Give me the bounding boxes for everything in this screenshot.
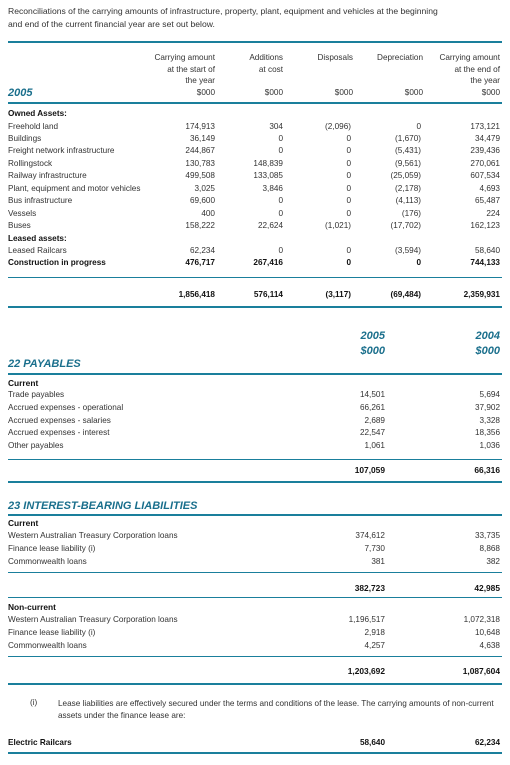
ibl-current-row-value-a: 7,730 bbox=[364, 543, 385, 553]
ibl-title: 23 INTEREST-BEARING LIABILITIES bbox=[8, 500, 198, 512]
note-item-label: Electric Railcars bbox=[8, 738, 72, 747]
recon-row-value: 0 bbox=[278, 133, 283, 143]
recon-row-value: 130,783 bbox=[185, 158, 215, 168]
recon-row-value: 0 bbox=[278, 208, 283, 218]
payables-total-rule bbox=[8, 459, 502, 460]
recon-row-value: 400 bbox=[201, 208, 215, 218]
recon-row-value: 0 bbox=[416, 121, 421, 131]
col-additions-header: Additions at cost $000 bbox=[249, 53, 283, 97]
ibl-current-row bbox=[0, 543, 510, 556]
ibl-noncurrent-row bbox=[0, 627, 510, 640]
leased-row-value: 0 bbox=[346, 246, 351, 255]
ibl-noncurrent-row bbox=[0, 614, 510, 627]
ibl-current-heading: Current bbox=[8, 518, 39, 528]
note-item-b: 62,234 bbox=[474, 738, 500, 747]
recon-row-value: 0 bbox=[346, 208, 351, 218]
recon-year: 2005 bbox=[8, 87, 33, 99]
note-marker: (i) bbox=[30, 698, 38, 707]
recon-row-label: Buildings bbox=[8, 133, 42, 143]
ibl-current-row-label: Finance lease liability (i) bbox=[8, 543, 96, 553]
recon-row-label: Buses bbox=[8, 221, 31, 231]
leased-assets-heading bbox=[0, 233, 510, 246]
recon-row-label: Railway infrastructure bbox=[8, 171, 87, 181]
leased-row-value: (3,594) bbox=[395, 246, 421, 255]
recon-row-value: 0 bbox=[346, 133, 351, 143]
payables-row-label: Accrued expenses - operational bbox=[8, 402, 124, 412]
ibl-noncurrent-row-value-a: 1,196,517 bbox=[348, 615, 385, 624]
leased-row bbox=[0, 245, 510, 258]
construction-in-progress-row-value: 0 bbox=[416, 258, 421, 268]
recon-row-value: 65,487 bbox=[474, 196, 500, 206]
payables-row-value-b: 3,328 bbox=[479, 415, 500, 425]
payables-unit-a: $000 bbox=[360, 345, 385, 357]
payables-year-a: 2005 bbox=[360, 330, 385, 342]
payables-title: 22 PAYABLES bbox=[8, 358, 81, 370]
note-item-a: 58,640 bbox=[359, 738, 385, 747]
total-end: 2,359,931 bbox=[463, 290, 500, 299]
ibl-noncurrent-row-value-b: 10,648 bbox=[474, 627, 500, 637]
construction-in-progress-row-value: 744,133 bbox=[470, 258, 500, 268]
payables-bottom-rule bbox=[8, 481, 502, 483]
payables-row-value-b: 37,902 bbox=[474, 402, 500, 412]
recon-row-value: 0 bbox=[346, 196, 351, 206]
ibl-noncurrent-total-a: 1,203,692 bbox=[347, 666, 385, 676]
recon-row-value: (2,096) bbox=[325, 121, 351, 131]
top-rule bbox=[8, 41, 502, 43]
ibl-noncurrent-row-value-a: 4,257 bbox=[364, 640, 385, 650]
recon-row-value: 499,508 bbox=[185, 171, 215, 181]
ibl-current-row-value-a: 381 bbox=[371, 556, 385, 566]
recon-row-value: 158,222 bbox=[185, 221, 215, 231]
recon-row-value: 224 bbox=[486, 208, 500, 218]
ibl-bottom-rule bbox=[8, 683, 502, 685]
recon-row-value: (25,059) bbox=[390, 171, 421, 181]
recon-row-value: 239,436 bbox=[470, 146, 500, 156]
payables-row-label: Other payables bbox=[8, 441, 64, 451]
col-depreciation-header: Depreciation $000 bbox=[377, 53, 423, 97]
recon-row-value: (1,670) bbox=[395, 133, 421, 143]
ibl-current-row bbox=[0, 530, 510, 543]
recon-row bbox=[0, 145, 510, 158]
ibl-current-total-a: 382,723 bbox=[354, 583, 385, 593]
ibl-noncurrent-heading: Non-current bbox=[8, 602, 56, 612]
note-text: Lease liabilities are effectively secured under the terms and conditions of the lease. The carrying amounts of non-current assets under the finance lease are: bbox=[58, 699, 494, 720]
construction-in-progress-row-value: 267,416 bbox=[253, 258, 283, 268]
note-bottom-rule bbox=[8, 752, 502, 754]
ibl-noncurrent-row-value-b: 1,072,318 bbox=[463, 615, 500, 624]
ibl-noncurrent-row-label: Commonwealth loans bbox=[8, 640, 87, 650]
total-additions: 576,114 bbox=[253, 290, 283, 299]
payables-total-a: 107,059 bbox=[354, 465, 385, 475]
ibl-noncurrent-total-rule bbox=[8, 656, 502, 657]
ibl-noncurrent-row-value-a: 2,918 bbox=[364, 627, 385, 637]
recon-row bbox=[0, 121, 510, 134]
ibl-current-row-label: Western Australian Treasury Corporation loans bbox=[8, 531, 178, 540]
header-rule bbox=[8, 102, 502, 104]
electric-railcars-row bbox=[0, 737, 510, 750]
payables-unit-b: $000 bbox=[475, 345, 500, 357]
leased-row-value: 62,234 bbox=[189, 246, 215, 255]
recon-row bbox=[0, 158, 510, 171]
recon-totals-row bbox=[0, 289, 510, 302]
col-start-header: Carrying amount at the start of the year $000 bbox=[154, 53, 215, 97]
recon-row-value: 36,149 bbox=[189, 133, 215, 143]
ibl-current-total-rule bbox=[8, 572, 502, 573]
ibl-current-row-label: Commonwealth loans bbox=[8, 556, 87, 566]
leased-assets-heading-label: Leased assets: bbox=[8, 233, 67, 243]
recon-row bbox=[0, 195, 510, 208]
payables-row bbox=[0, 440, 510, 453]
payables-row-label: Accrued expenses - salaries bbox=[8, 415, 111, 425]
recon-row bbox=[0, 208, 510, 221]
recon-row-value: 304 bbox=[269, 121, 283, 131]
payables-row bbox=[0, 415, 510, 428]
payables-row-value-a: 1,061 bbox=[364, 441, 385, 451]
recon-row-value: 69,600 bbox=[189, 196, 215, 206]
leased-row-value: 58,640 bbox=[474, 246, 500, 255]
recon-row bbox=[0, 220, 510, 233]
recon-row-value: (9,561) bbox=[395, 158, 421, 168]
recon-row-value: 244,867 bbox=[185, 146, 215, 156]
recon-row-value: 174,913 bbox=[185, 121, 215, 131]
payables-row-value-b: 1,036 bbox=[479, 441, 500, 451]
recon-row-label: Freight network infrastructure bbox=[8, 146, 115, 156]
recon-row-value: 3,846 bbox=[262, 183, 283, 193]
recon-row-label: Bus infrastructure bbox=[8, 196, 73, 206]
payables-row-value-a: 66,261 bbox=[359, 402, 385, 412]
recon-row-value: 133,085 bbox=[253, 171, 283, 181]
ibl-current-row-value-b: 33,735 bbox=[474, 531, 500, 540]
leased-row-value: 0 bbox=[278, 246, 283, 255]
ibl-noncurrent-total-b: 1,087,604 bbox=[462, 666, 500, 676]
ibl-noncurrent-row-value-b: 4,638 bbox=[479, 640, 500, 650]
recon-row-value: (176) bbox=[401, 208, 421, 218]
ibl-noncurrent-row-label: Western Australian Treasury Corporation loans bbox=[8, 615, 178, 624]
recon-row-value: 4,693 bbox=[479, 183, 500, 193]
payables-total-b: 66,316 bbox=[474, 465, 500, 475]
recon-row-value: 270,061 bbox=[470, 158, 500, 168]
ibl-rule bbox=[8, 514, 502, 516]
recon-row-label: Freehold land bbox=[8, 121, 59, 131]
recon-row-value: 0 bbox=[346, 183, 351, 193]
recon-row-value: 0 bbox=[278, 196, 283, 206]
construction-in-progress-row-label: Construction in progress bbox=[8, 258, 106, 268]
recon-row-value: (4,113) bbox=[395, 196, 421, 206]
recon-row-label: Rollingstock bbox=[8, 158, 53, 168]
col-end-header: Carrying amount at the end of the year $000 bbox=[439, 53, 500, 97]
payables-row-value-b: 5,694 bbox=[479, 390, 500, 399]
total-depreciation: (69,484) bbox=[390, 290, 421, 299]
recon-row-value: 34,479 bbox=[474, 133, 500, 143]
ibl-current-row-value-b: 382 bbox=[486, 556, 500, 566]
recon-row-value: 0 bbox=[346, 171, 351, 181]
total-disposals: (3,117) bbox=[325, 290, 351, 299]
leased-row-label: Leased Railcars bbox=[8, 246, 67, 255]
recon-row-value: 0 bbox=[346, 158, 351, 168]
recon-row-value: (5,431) bbox=[395, 146, 421, 156]
ibl-noncurrent-row-label: Finance lease liability (i) bbox=[8, 627, 96, 637]
recon-row-value: 0 bbox=[278, 146, 283, 156]
payables-row-value-a: 22,547 bbox=[359, 428, 385, 438]
recon-row-value: 22,624 bbox=[257, 221, 283, 231]
payables-row bbox=[0, 389, 510, 402]
recon-row-value: 148,839 bbox=[253, 158, 283, 168]
recon-row bbox=[0, 170, 510, 183]
recon-row-label: Plant, equipment and motor vehicles bbox=[8, 183, 141, 193]
total-start: 1,856,418 bbox=[178, 290, 215, 299]
recon-row-value: 607,534 bbox=[470, 171, 500, 181]
ibl-current-row bbox=[0, 556, 510, 569]
payables-row-label: Trade payables bbox=[8, 390, 65, 399]
payables-row bbox=[0, 402, 510, 415]
recon-row-value: 173,121 bbox=[470, 121, 500, 131]
payables-row-value-a: 14,501 bbox=[359, 390, 385, 399]
ibl-noncurrent-row bbox=[0, 640, 510, 653]
recon-row bbox=[0, 183, 510, 196]
ibl-current-row-value-a: 374,612 bbox=[355, 531, 385, 540]
col-disposals-header: Disposals $000 bbox=[317, 53, 353, 97]
recon-row-value: (1,021) bbox=[325, 221, 351, 231]
owned-assets-heading: Owned Assets: bbox=[8, 109, 67, 118]
payables-row bbox=[0, 427, 510, 440]
ibl-divider bbox=[8, 597, 502, 598]
payables-rule bbox=[8, 373, 502, 375]
recon-row-value: (17,702) bbox=[390, 221, 421, 231]
payables-row-value-b: 18,356 bbox=[474, 428, 500, 438]
payables-year-b: 2004 bbox=[475, 330, 500, 342]
payables-row-value-a: 2,689 bbox=[364, 415, 385, 425]
recon-row-value: 162,123 bbox=[470, 221, 500, 231]
recon-total-rule bbox=[8, 277, 502, 278]
payables-current-heading: Current bbox=[8, 378, 39, 388]
recon-bottom-rule bbox=[8, 306, 502, 308]
recon-row-value: 0 bbox=[346, 146, 351, 156]
recon-row bbox=[0, 133, 510, 146]
intro-text: Reconciliations of the carrying amounts of infrastructure, property, plant, equipment and vehicles at the beginning and end of the current financial year are set out below. bbox=[8, 6, 438, 29]
construction-in-progress-row bbox=[0, 257, 510, 270]
payables-row-label: Accrued expenses - interest bbox=[8, 428, 110, 438]
recon-row-value: 3,025 bbox=[194, 183, 215, 193]
construction-in-progress-row-value: 476,717 bbox=[185, 258, 215, 268]
recon-row-label: Vessels bbox=[8, 208, 37, 218]
ibl-current-total-b: 42,985 bbox=[474, 583, 500, 593]
ibl-current-row-value-b: 8,868 bbox=[479, 543, 500, 553]
construction-in-progress-row-value: 0 bbox=[346, 258, 351, 268]
recon-row-value: (2,178) bbox=[395, 183, 421, 193]
